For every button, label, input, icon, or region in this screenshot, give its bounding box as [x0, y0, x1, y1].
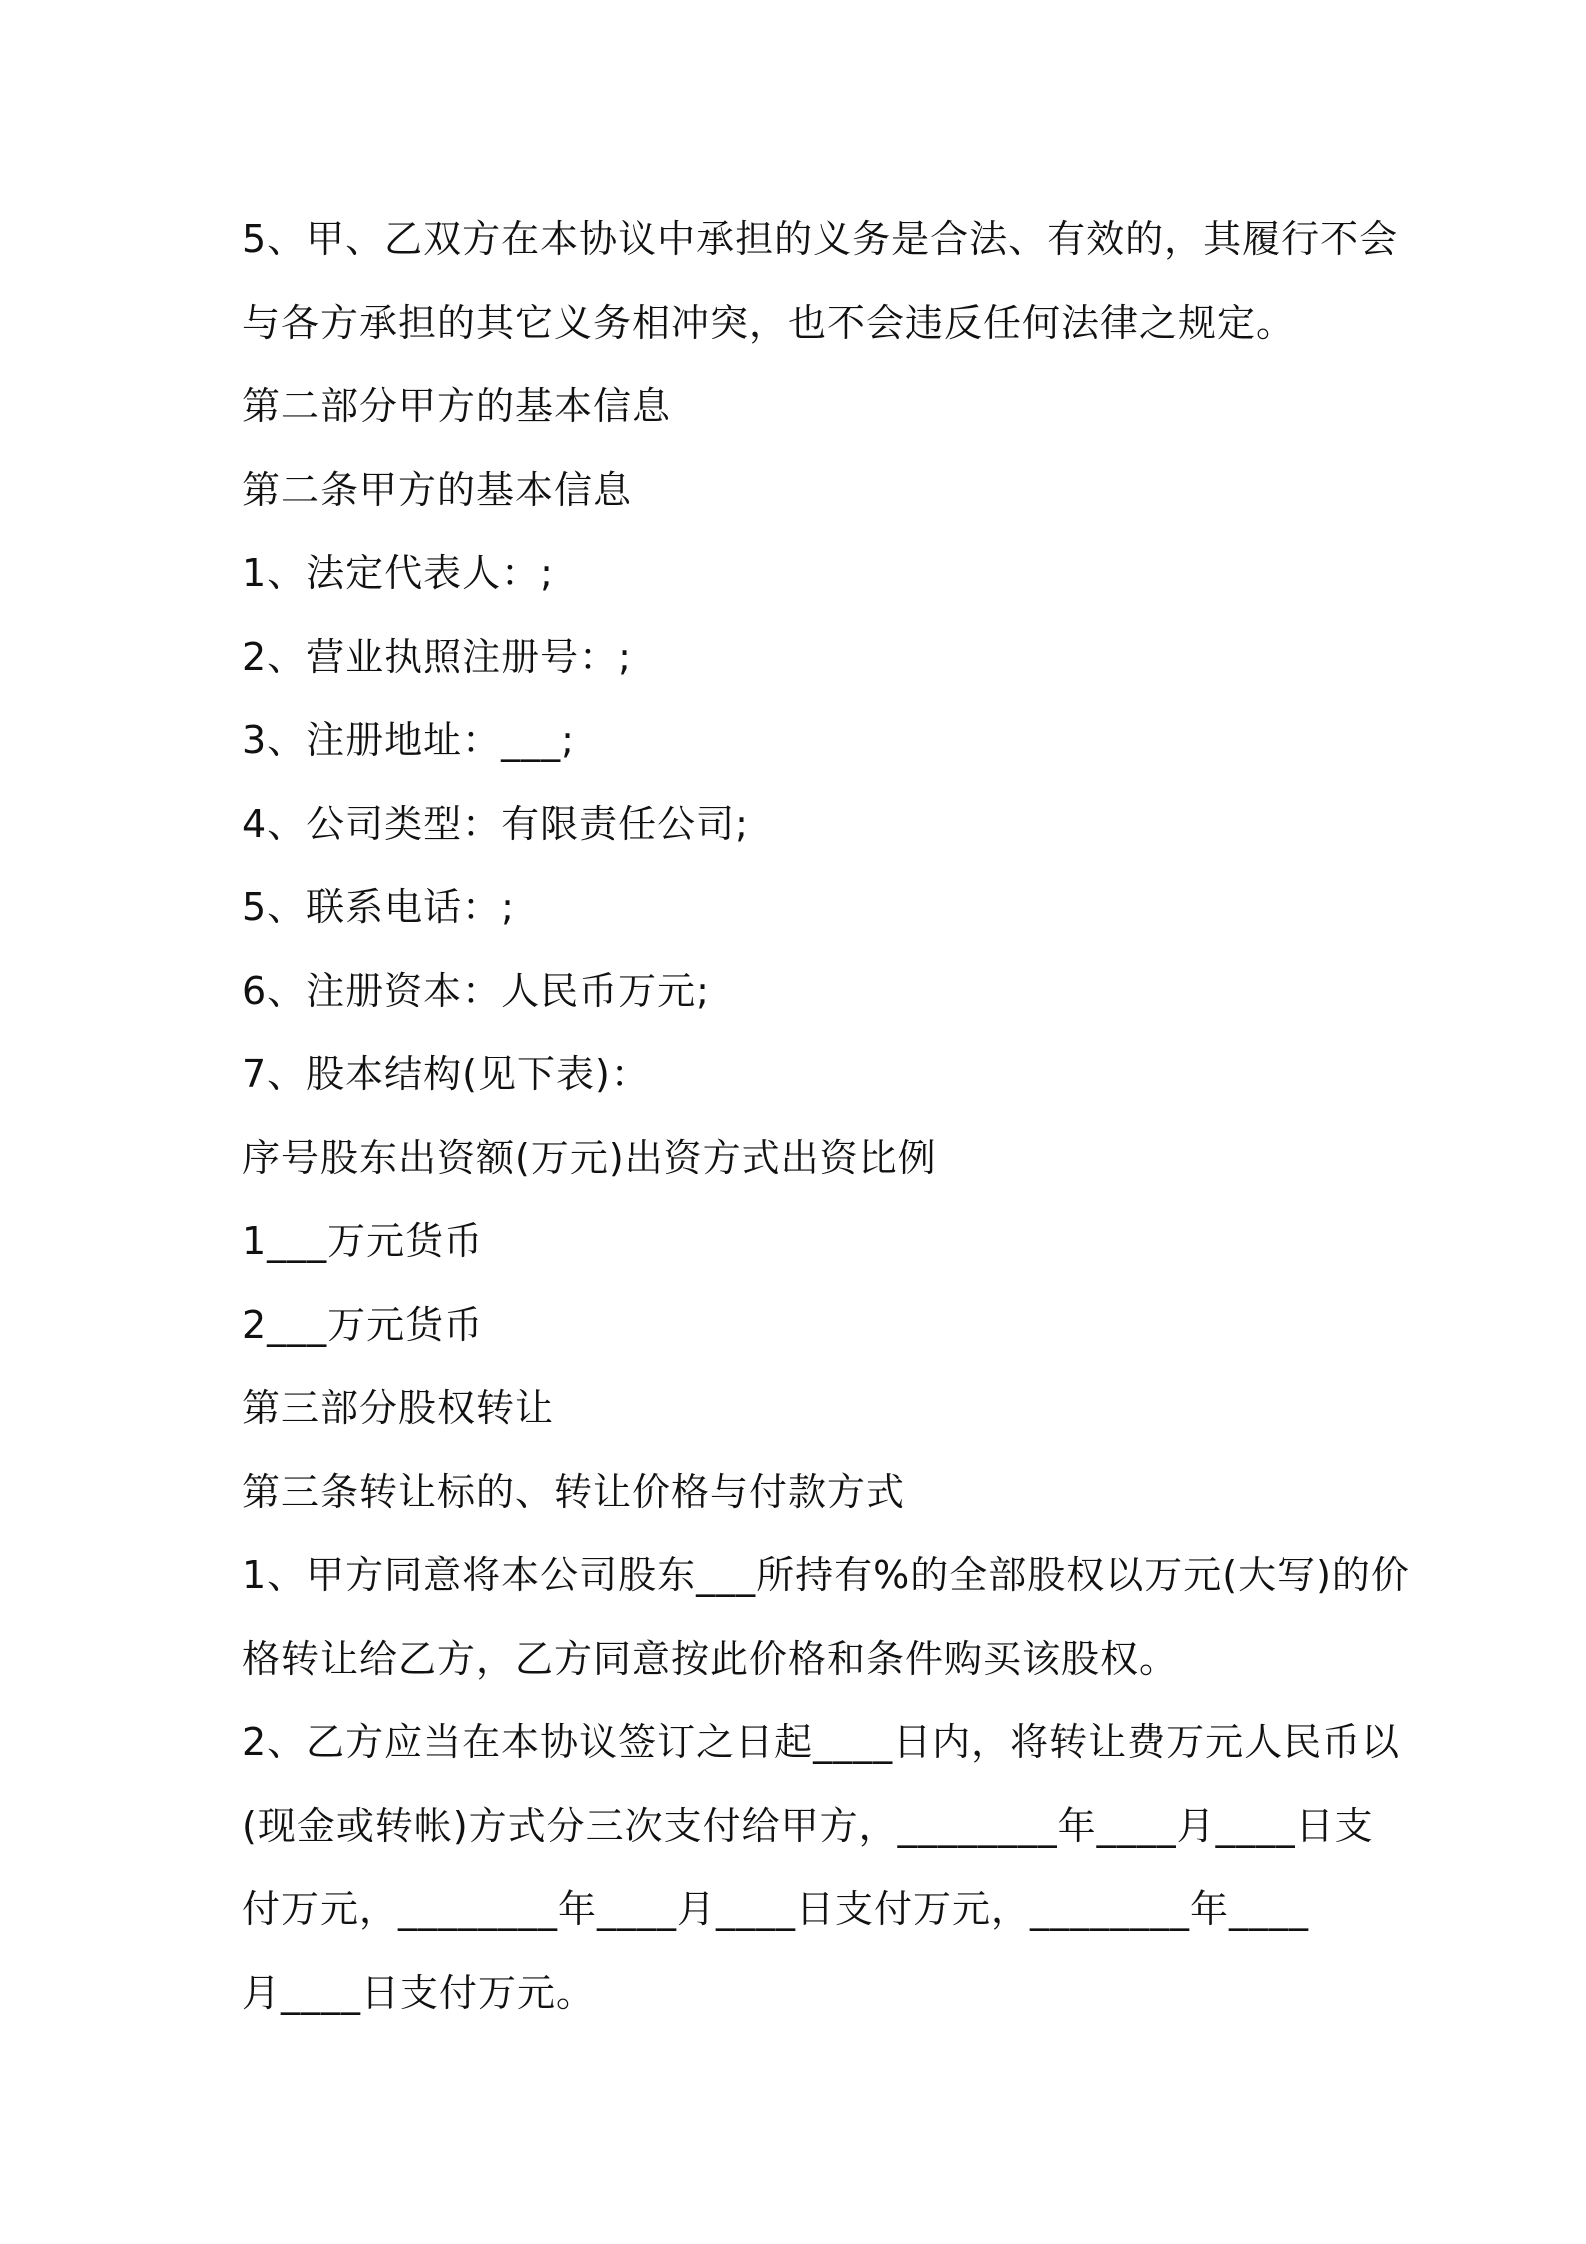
article-heading: 第三条转让标的、转让价格与付款方式 — [242, 1469, 906, 1514]
list-item: 1、法定代表人：; — [242, 551, 554, 595]
list-item: 6、注册资本：人民币万元; — [242, 968, 710, 1013]
table-row: 2___万元货币 — [242, 1302, 484, 1347]
paragraph-line: 与各方承担的其它义务相冲突，也不会违反任何法律之规定。 — [242, 300, 1296, 345]
list-item: 7、股本结构(见下表)： — [242, 1052, 650, 1096]
list-item: 5、联系电话：; — [242, 885, 515, 929]
section-heading: 第三部分股权转让 — [242, 1386, 555, 1430]
list-item: 2、营业执照注册号：; — [242, 634, 632, 679]
paragraph-line: 格转让给乙方，乙方同意按此价格和条件购买该股权。 — [242, 1636, 1179, 1681]
list-item: 3、注册地址：___; — [242, 718, 575, 762]
document-page — [242, 198, 1410, 2035]
paragraph-line: 1、甲方同意将本公司股东___所持有%的全部股权以万元(大写)的价 — [242, 1553, 1410, 1597]
table-row: 1___万元货币 — [242, 1219, 484, 1263]
list-item: 4、公司类型：有限责任公司; — [242, 801, 749, 846]
section-heading: 第二部分甲方的基本信息 — [242, 384, 672, 428]
paragraph-line: 2、乙方应当在本协议签订之日起____日内，将转让费万元人民币以 — [242, 1720, 1401, 1764]
paragraph-line: 5、甲、乙双方在本协议中承担的义务是合法、有效的，其履行不会 — [242, 217, 1399, 261]
table-header-line: 序号股东出资额(万元)出资方式出资比例 — [242, 1135, 937, 1180]
paragraph-line: 月____日支付万元。 — [242, 1970, 596, 2015]
paragraph-line: 付万元，________年____月____日支付万元，________年____ — [242, 1887, 1310, 1931]
paragraph-line: (现金或转帐)方式分三次支付给甲方，________年____月____日支 — [242, 1803, 1374, 1848]
article-heading: 第二条甲方的基本信息 — [242, 467, 633, 512]
